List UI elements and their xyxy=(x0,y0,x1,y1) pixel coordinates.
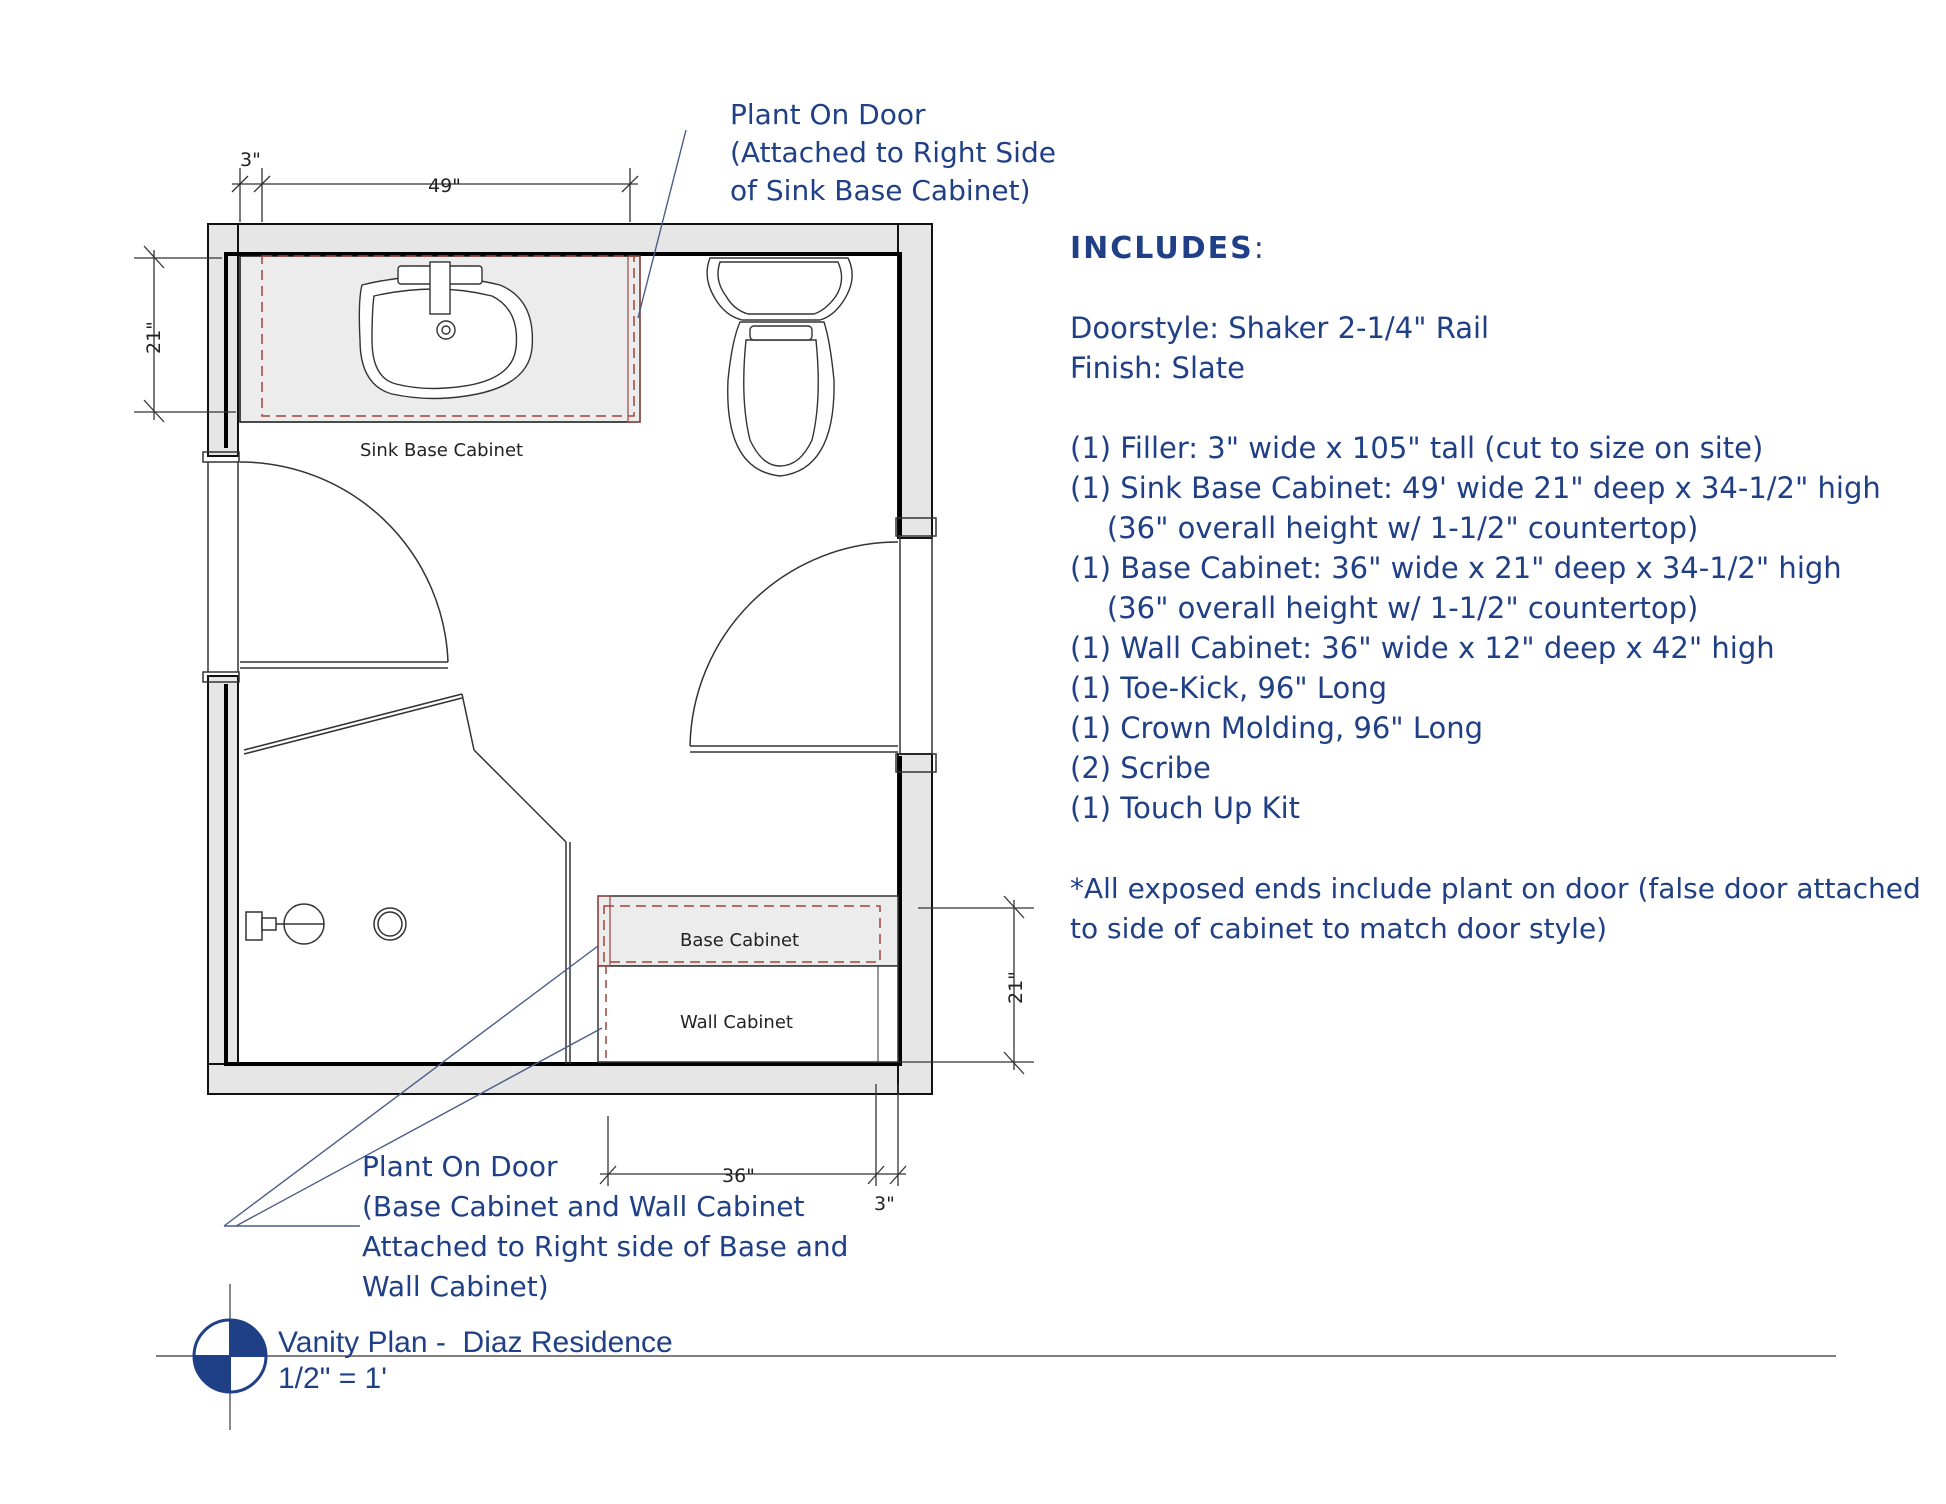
north-arrow-icon xyxy=(194,1320,266,1392)
dim-right-depth: 21" xyxy=(1005,971,1027,1004)
notes-doorstyle: Doorstyle: Shaker 2-1/4" Rail xyxy=(1070,311,1490,345)
wall-right-lower xyxy=(898,754,932,1094)
wall-cabinet-label: Wall Cabinet xyxy=(680,1012,793,1033)
shower-area xyxy=(244,694,570,1064)
wall-bottom xyxy=(208,1064,932,1094)
dim-bottom-filler: 3" xyxy=(874,1193,895,1215)
notes-item: (1) Crown Molding, 96" Long xyxy=(1070,711,1484,745)
notes-footnote-line1: *All exposed ends include plant on door (false door attached xyxy=(1070,872,1921,905)
shower-valve-icon xyxy=(246,904,406,944)
callout-bottom-line2: (Base Cabinet and Wall Cabinet xyxy=(362,1190,805,1223)
sink-base-label: Sink Base Cabinet xyxy=(360,440,524,461)
wall-top xyxy=(208,224,932,254)
notes-item: (1) Touch Up Kit xyxy=(1070,791,1301,825)
wall-left-upper xyxy=(208,224,238,456)
notes-item: (1) Filler: 3" wide x 105" tall (cut to size on site) xyxy=(1070,431,1764,465)
base-wall-cabinet xyxy=(598,896,898,1062)
notes-item: (2) Scribe xyxy=(1070,751,1211,785)
title-block xyxy=(156,1284,1836,1430)
right-doorway xyxy=(690,518,936,772)
callout-bottom-line3: Attached to Right side of Base and xyxy=(362,1230,849,1263)
sink-base-cabinet xyxy=(240,256,640,422)
callout-bottom-line4: Wall Cabinet) xyxy=(362,1270,549,1303)
notes-item: (1) Toe-Kick, 96" Long xyxy=(1070,671,1388,705)
dim-top-width: 49" xyxy=(428,175,461,197)
notes-footnote-line2: to side of cabinet to match door style) xyxy=(1070,912,1608,945)
notes-finish: Finish: Slate xyxy=(1070,351,1245,385)
notes-heading: INCLUDES: xyxy=(1070,231,1266,266)
wall-left-lower xyxy=(208,676,238,1094)
callout-top-line3: of Sink Base Cabinet) xyxy=(730,174,1031,207)
notes-item: (36" overall height w/ 1-1/2" countertop) xyxy=(1070,591,1699,625)
notes-item: (1) Base Cabinet: 36" wide x 21" deep x 34-1/2" high xyxy=(1070,551,1842,585)
dim-top-filler: 3" xyxy=(240,149,261,171)
base-cabinet-label: Base Cabinet xyxy=(680,930,800,951)
plan-title: Vanity Plan - Diaz Residence xyxy=(278,1326,673,1359)
notes-item: (36" overall height w/ 1-1/2" countertop) xyxy=(1070,511,1699,545)
dim-bottom-width: 36" xyxy=(722,1165,755,1187)
callout-top-line2: (Attached to Right Side xyxy=(730,136,1056,169)
notes-item: (1) Sink Base Cabinet: 49' wide 21" deep x 34-1/2" high xyxy=(1070,471,1881,505)
includes-notes xyxy=(1070,231,1921,945)
wall-right-upper xyxy=(898,224,932,538)
callout-top-line1: Plant On Door xyxy=(730,98,926,131)
plan-scale: 1/2" = 1' xyxy=(278,1362,387,1395)
toilet-icon xyxy=(707,258,852,476)
left-doorway xyxy=(203,452,448,682)
notes-item: (1) Wall Cabinet: 36" wide x 12" deep x 42" high xyxy=(1070,631,1775,665)
dim-left-depth: 21" xyxy=(143,321,165,354)
callout-bottom-line1: Plant On Door xyxy=(362,1150,558,1183)
